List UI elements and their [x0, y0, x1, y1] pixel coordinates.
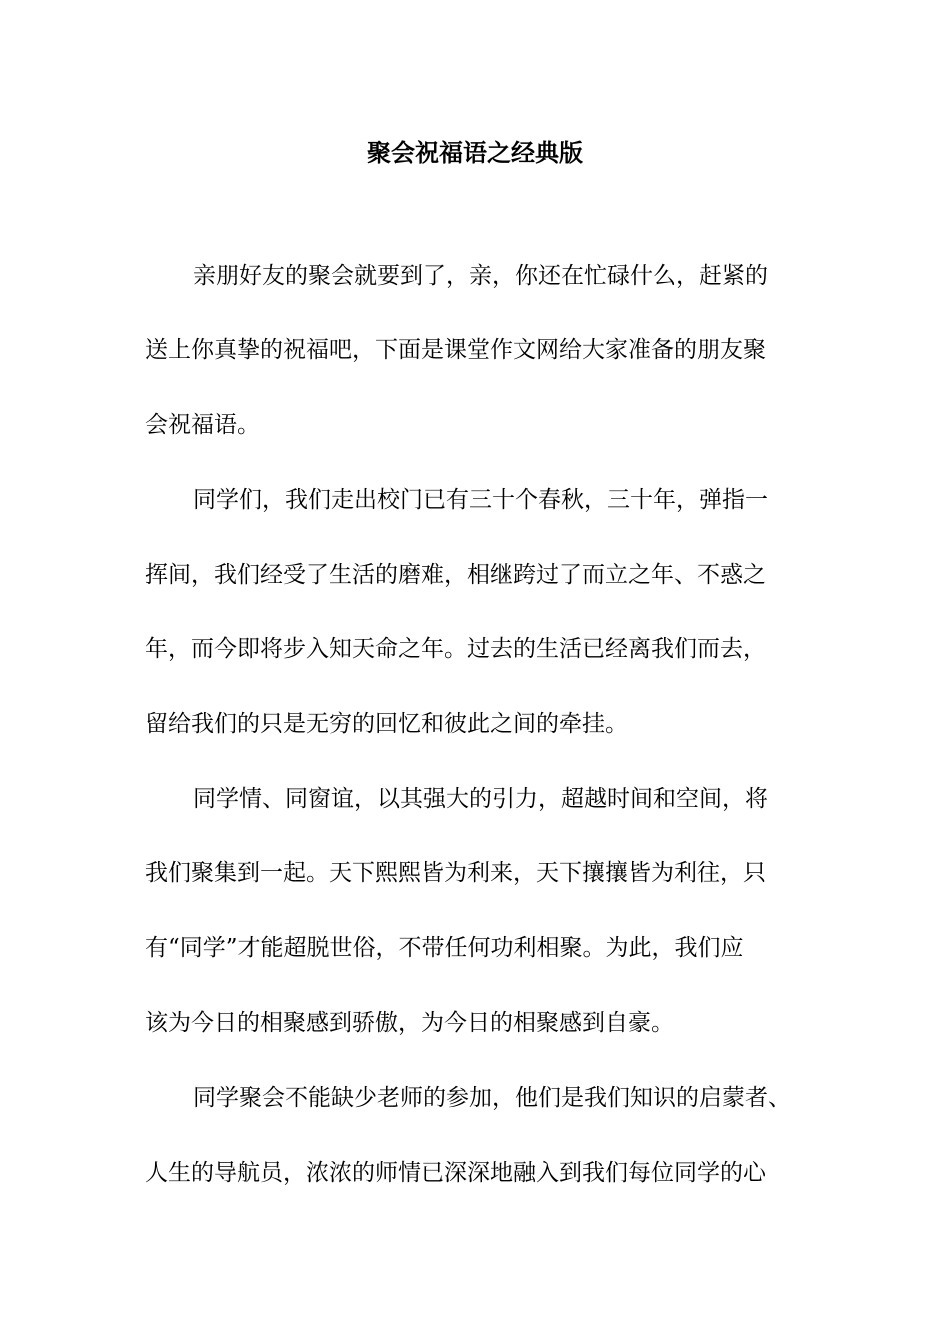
paragraph-2-line-3: 年，而今即将步入知天命之年。过去的生活已经离我们而去，: [145, 636, 766, 662]
paragraph-3-line-1: 同学情、同窗谊，以其强大的引力，超越时间和空间，将: [193, 786, 768, 812]
paragraph-4-line-1: 同学聚会不能缺少老师的参加，他们是我们知识的启蒙者、: [193, 1085, 791, 1111]
paragraph-3-line-3: 有“同学”才能超脱世俗，不带任何功利相聚。为此，我们应: [145, 935, 744, 961]
paragraph-1-line-3: 会祝福语。: [145, 412, 260, 438]
paragraph-1-line-1: 亲朋好友的聚会就要到了，亲，你还在忙碌什么，赶紧的: [193, 263, 768, 289]
paragraph-2-line-4: 留给我们的只是无穷的回忆和彼此之间的牵挂。: [145, 711, 628, 737]
paragraph-4-line-2: 人生的导航员，浓浓的师情已深深地融入到我们每位同学的心: [145, 1160, 766, 1186]
paragraph-1-line-2: 送上你真挚的祝福吧，下面是课堂作文网给大家准备的朋友聚: [145, 337, 766, 363]
document-title: 聚会祝福语之经典版: [367, 138, 583, 167]
paragraph-2-line-2: 挥间，我们经受了生活的磨难，相继跨过了而立之年、不惑之: [145, 562, 766, 588]
paragraph-2-line-1: 同学们，我们走出校门已有三十个春秋，三十年，弹指一: [193, 487, 768, 513]
paragraph-3-line-4: 该为今日的相聚感到骄傲，为今日的相聚感到自豪。: [145, 1010, 674, 1036]
paragraph-3-line-2: 我们聚集到一起。天下熙熙皆为利来，天下攘攘皆为利往，只: [145, 860, 766, 886]
